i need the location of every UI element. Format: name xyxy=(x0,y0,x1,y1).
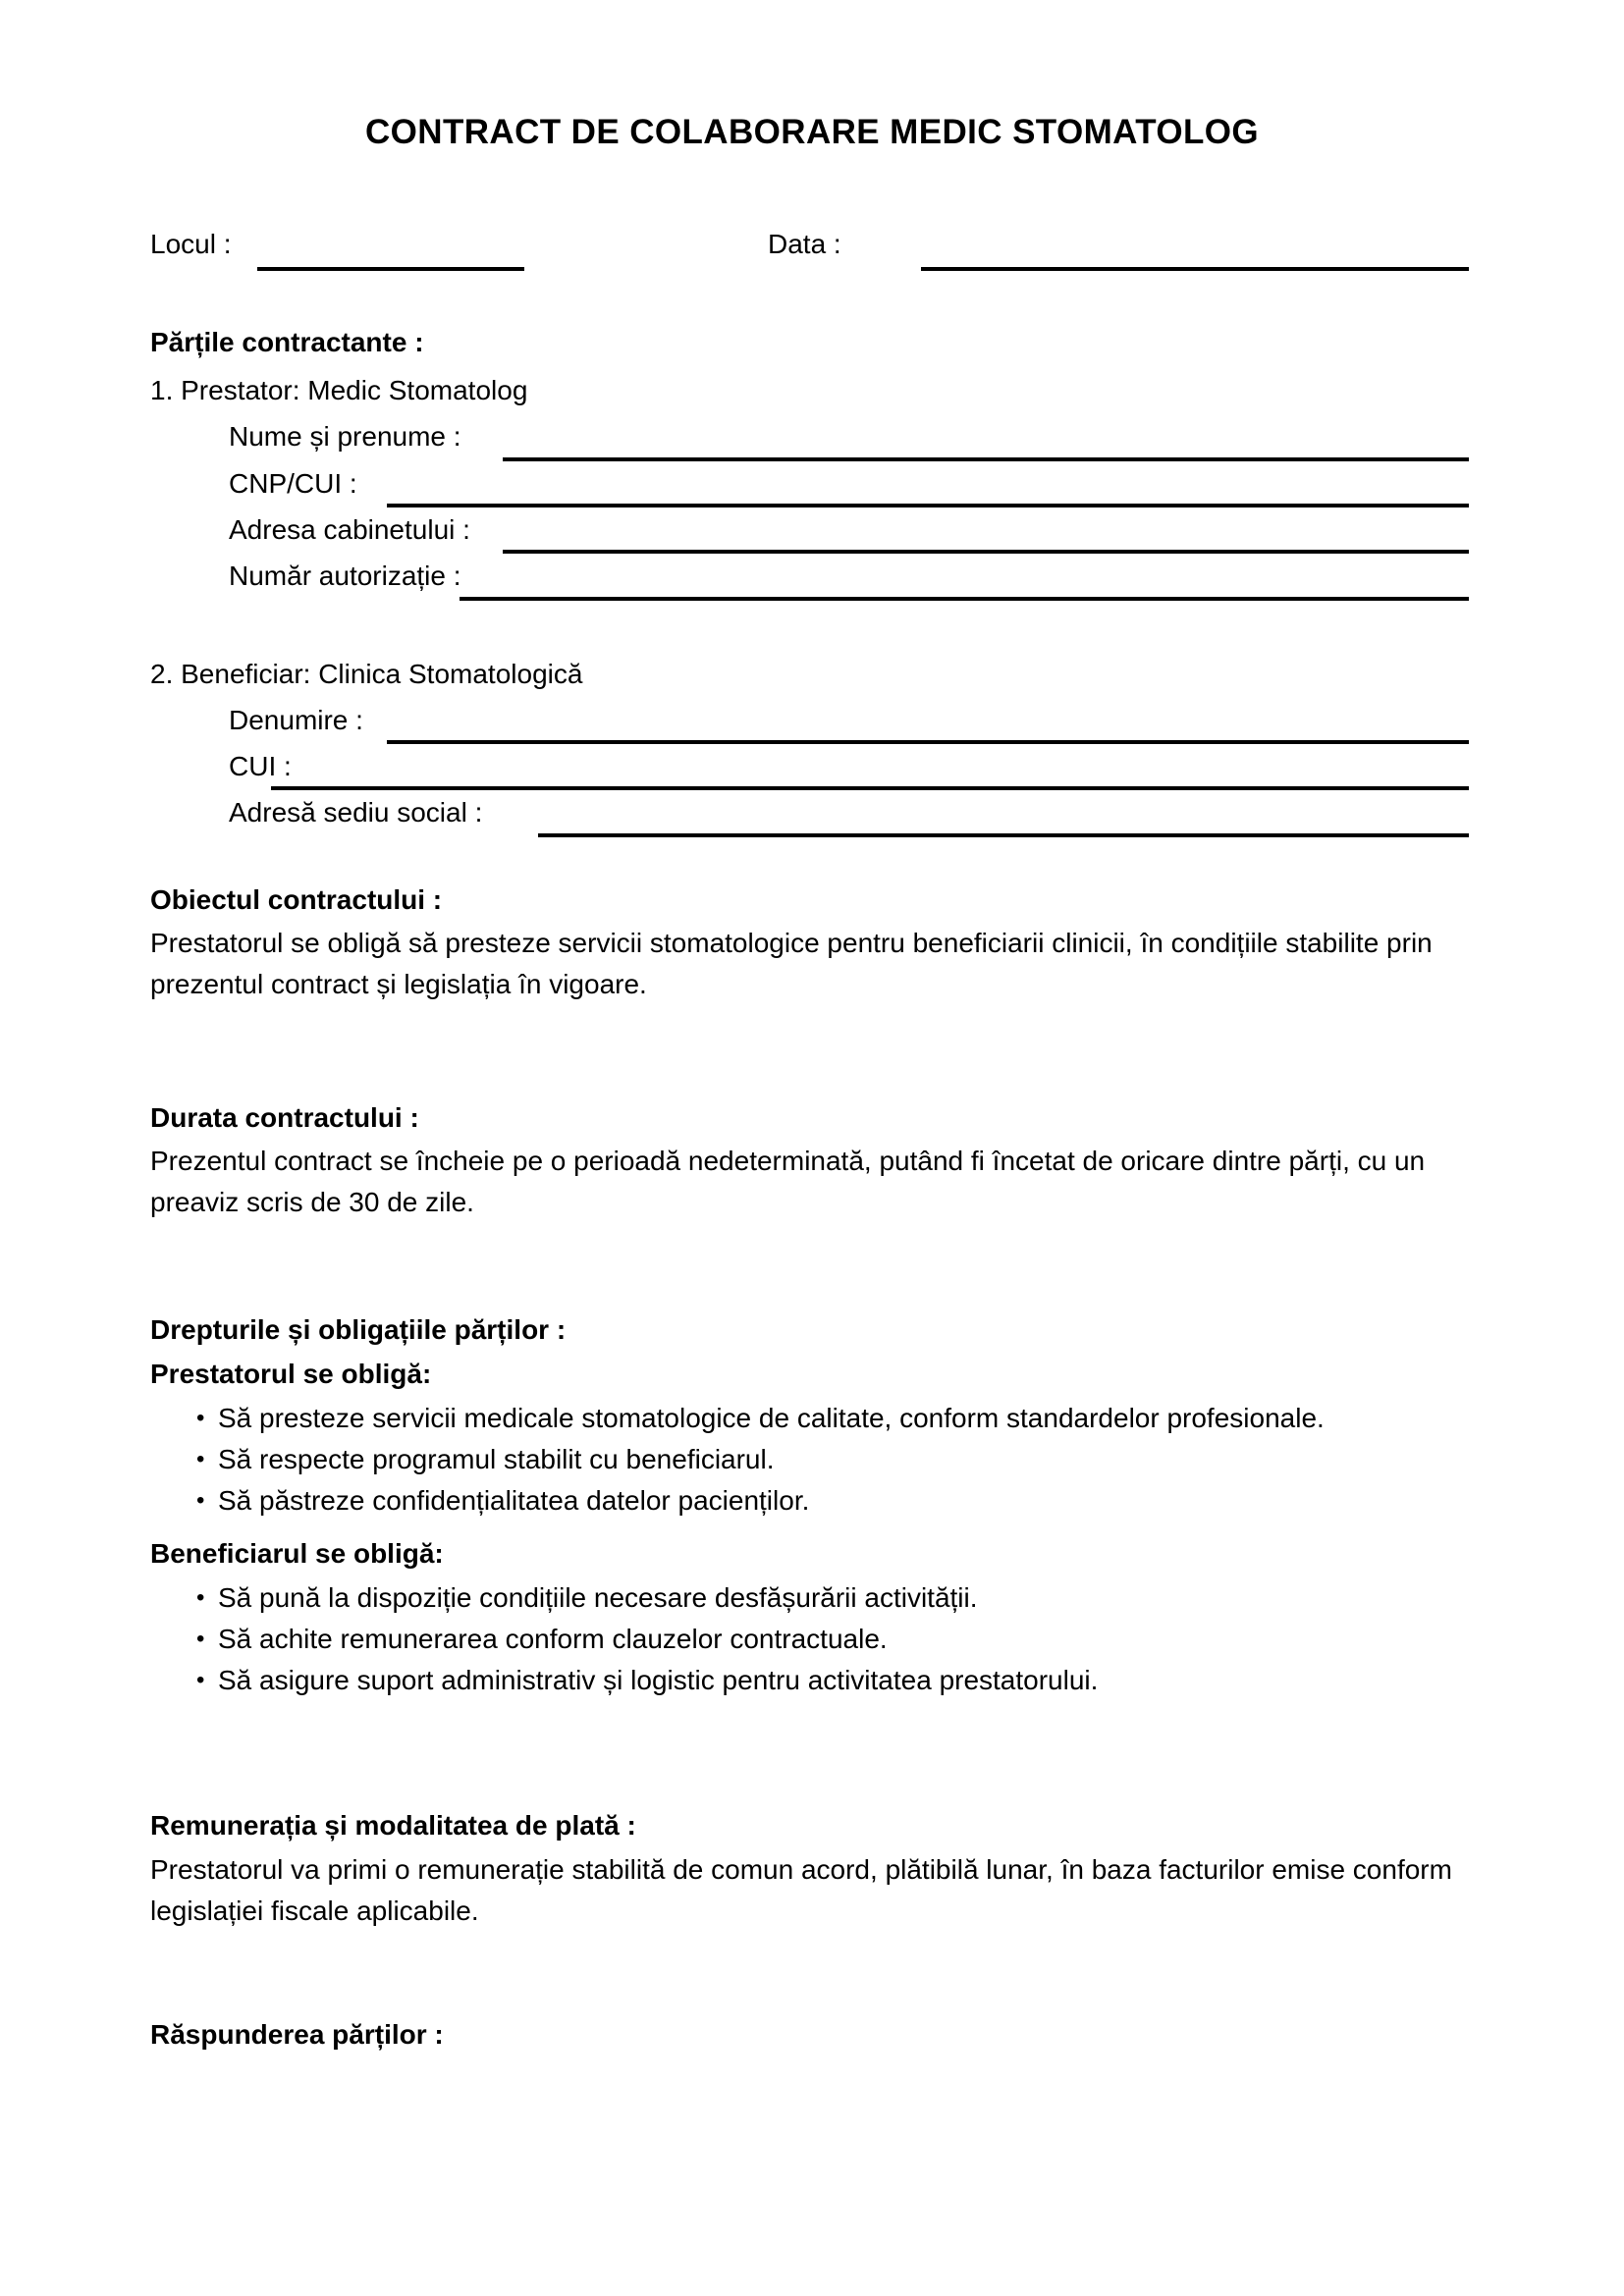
section-heading-rights: Drepturile și obligațiile părților : xyxy=(150,1314,567,1345)
section-heading-liability: Răspunderea părților : xyxy=(150,2019,444,2050)
page-title: CONTRACT DE COLABORARE MEDIC STOMATOLOG xyxy=(364,113,1260,151)
place-input-rule[interactable] xyxy=(257,267,524,271)
place-label: Locul : xyxy=(150,229,232,259)
list-item-text: Să achite remunerarea conform clauzelor contractuale. xyxy=(218,1624,888,1654)
bullet-icon: • xyxy=(196,1667,205,1693)
list-item-text: Să respecte programul stabilit cu beneficiarul. xyxy=(218,1444,775,1474)
field-label-adresa-cabinetului: Adresa cabinetului : xyxy=(229,514,470,545)
bullet-icon: • xyxy=(196,1626,205,1652)
list-item-text: Să asigure suport administrativ și logistic pentru activitatea prestatorului. xyxy=(218,1665,1099,1695)
section-body-remuneration: Prestatorul va primi o remunerație stabilită de comun acord, plătibilă lunar, în baza facturilor emise conform legislației fiscale aplicabile. xyxy=(150,1854,1452,1926)
section-heading-remuneration: Remunerația și modalitatea de plată : xyxy=(150,1810,636,1841)
field-rule-numar-autorizatie[interactable] xyxy=(460,597,1469,601)
beneficiary-line: 2. Beneficiar: Clinica Stomatologică xyxy=(150,659,583,689)
date-label: Data : xyxy=(768,229,841,259)
section-body-object: Prestatorul se obligă să presteze servicii stomatologice pentru beneficiarii clinicii, în condițiile stabilite prin prezentul contract și legislația în vigoare. xyxy=(150,928,1433,999)
section-body-duration: Prezentul contract se încheie pe o perioadă nedeterminată, putând fi încetat de oricare dintre părți, cu un preaviz scris de 30 de zile. xyxy=(150,1146,1426,1217)
section-heading-duration: Durata contractului : xyxy=(150,1102,419,1133)
bullet-icon: • xyxy=(196,1405,205,1431)
bullet-icon: • xyxy=(196,1446,205,1472)
subheading-beneficiary-obligations: Beneficiarul se obligă: xyxy=(150,1538,444,1569)
bullet-icon: • xyxy=(196,1487,205,1514)
field-label-adresa-sediu-social: Adresă sediu social : xyxy=(229,797,483,828)
field-rule-denumire[interactable] xyxy=(387,740,1469,744)
field-rule-cnp-cui[interactable] xyxy=(387,504,1469,507)
bullet-icon: • xyxy=(196,1584,205,1611)
section-heading-object: Obiectul contractului : xyxy=(150,884,443,915)
provider-line: 1. Prestator: Medic Stomatolog xyxy=(150,375,528,405)
field-label-cui: CUI : xyxy=(229,751,292,781)
list-item-text: Să pună la dispoziție condițiile necesare desfășurării activității. xyxy=(218,1582,978,1613)
date-input-rule[interactable] xyxy=(921,267,1469,271)
field-rule-adresa-sediu-social[interactable] xyxy=(538,833,1469,837)
section-heading-parties: Părțile contractante : xyxy=(150,327,424,357)
field-label-denumire: Denumire : xyxy=(229,705,363,735)
field-rule-cui[interactable] xyxy=(271,786,1469,790)
list-item-text: Să păstreze confidențialitatea datelor pacienților. xyxy=(218,1485,810,1516)
list-item-text: Să presteze servicii medicale stomatologice de calitate, conform standardelor profesionale. xyxy=(218,1403,1325,1433)
field-rule-adresa-cabinetului[interactable] xyxy=(503,550,1469,554)
field-rule-nume-prenume[interactable] xyxy=(503,457,1469,461)
field-label-numar-autorizatie: Număr autorizație : xyxy=(229,561,461,591)
field-label-cnp-cui: CNP/CUI : xyxy=(229,468,357,499)
subheading-provider-obligations: Prestatorul se obligă: xyxy=(150,1359,432,1389)
field-label-nume-prenume: Nume și prenume : xyxy=(229,421,461,452)
